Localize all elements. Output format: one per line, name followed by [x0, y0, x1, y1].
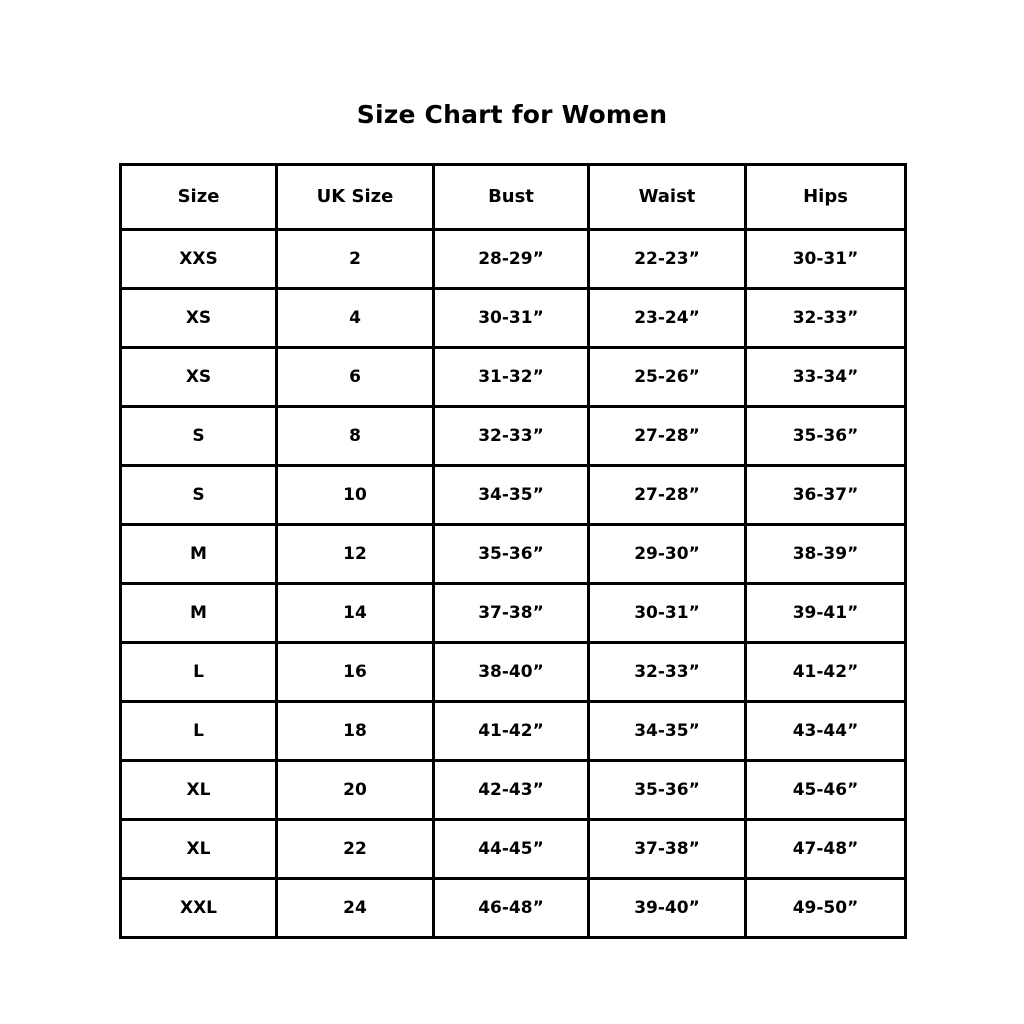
table-row — [121, 879, 906, 938]
cell-bust: 35-36” — [434, 525, 589, 584]
table-row — [121, 820, 906, 879]
cell-bust: 30-31” — [434, 289, 589, 348]
cell-bust: 46-48” — [434, 879, 589, 938]
cell-size: L — [121, 702, 277, 761]
cell-size: XS — [121, 289, 277, 348]
cell-hips: 32-33” — [746, 289, 906, 348]
cell-size: XXL — [121, 879, 277, 938]
cell-bust: 41-42” — [434, 702, 589, 761]
cell-uk-size: 6 — [277, 348, 434, 407]
cell-waist: 32-33” — [589, 643, 746, 702]
cell-waist: 30-31” — [589, 584, 746, 643]
column-header-size: Size — [121, 165, 277, 230]
page-title: Size Chart for Women — [356, 100, 668, 129]
cell-uk-size: 4 — [277, 289, 434, 348]
cell-waist: 22-23” — [589, 230, 746, 289]
cell-bust: 44-45” — [434, 820, 589, 879]
cell-hips: 45-46” — [746, 761, 906, 820]
table-row — [121, 643, 906, 702]
cell-hips: 39-41” — [746, 584, 906, 643]
table-row — [121, 466, 906, 525]
size-chart-table — [119, 163, 907, 939]
table-row — [121, 702, 906, 761]
cell-size: XS — [121, 348, 277, 407]
column-header-uk-size: UK Size — [277, 165, 434, 230]
cell-hips: 33-34” — [746, 348, 906, 407]
table-row — [121, 761, 906, 820]
cell-uk-size: 10 — [277, 466, 434, 525]
cell-bust: 37-38” — [434, 584, 589, 643]
table-row — [121, 525, 906, 584]
table-row — [121, 348, 906, 407]
cell-bust: 31-32” — [434, 348, 589, 407]
table-row — [121, 407, 906, 466]
cell-waist: 27-28” — [589, 407, 746, 466]
cell-size: L — [121, 643, 277, 702]
column-header-hips: Hips — [746, 165, 906, 230]
cell-uk-size: 18 — [277, 702, 434, 761]
cell-uk-size: 14 — [277, 584, 434, 643]
cell-hips: 43-44” — [746, 702, 906, 761]
column-header-waist: Waist — [589, 165, 746, 230]
cell-hips: 35-36” — [746, 407, 906, 466]
cell-bust: 28-29” — [434, 230, 589, 289]
cell-waist: 34-35” — [589, 702, 746, 761]
cell-bust: 34-35” — [434, 466, 589, 525]
cell-hips: 36-37” — [746, 466, 906, 525]
cell-hips: 41-42” — [746, 643, 906, 702]
cell-size: XXS — [121, 230, 277, 289]
cell-uk-size: 22 — [277, 820, 434, 879]
cell-waist: 29-30” — [589, 525, 746, 584]
cell-bust: 38-40” — [434, 643, 589, 702]
cell-uk-size: 16 — [277, 643, 434, 702]
table-header-row — [121, 165, 906, 230]
table-row — [121, 230, 906, 289]
cell-uk-size: 20 — [277, 761, 434, 820]
cell-waist: 37-38” — [589, 820, 746, 879]
cell-uk-size: 12 — [277, 525, 434, 584]
table-row — [121, 584, 906, 643]
cell-uk-size: 24 — [277, 879, 434, 938]
cell-bust: 32-33” — [434, 407, 589, 466]
size-chart-table-container — [119, 163, 904, 939]
table-row — [121, 289, 906, 348]
cell-hips: 38-39” — [746, 525, 906, 584]
cell-hips: 47-48” — [746, 820, 906, 879]
cell-waist: 27-28” — [589, 466, 746, 525]
cell-size: XL — [121, 761, 277, 820]
column-header-bust: Bust — [434, 165, 589, 230]
cell-size: M — [121, 525, 277, 584]
cell-uk-size: 8 — [277, 407, 434, 466]
cell-waist: 23-24” — [589, 289, 746, 348]
cell-size: XL — [121, 820, 277, 879]
cell-size: S — [121, 407, 277, 466]
cell-waist: 39-40” — [589, 879, 746, 938]
cell-waist: 25-26” — [589, 348, 746, 407]
cell-hips: 30-31” — [746, 230, 906, 289]
cell-size: S — [121, 466, 277, 525]
cell-bust: 42-43” — [434, 761, 589, 820]
cell-waist: 35-36” — [589, 761, 746, 820]
cell-size: M — [121, 584, 277, 643]
cell-hips: 49-50” — [746, 879, 906, 938]
cell-uk-size: 2 — [277, 230, 434, 289]
